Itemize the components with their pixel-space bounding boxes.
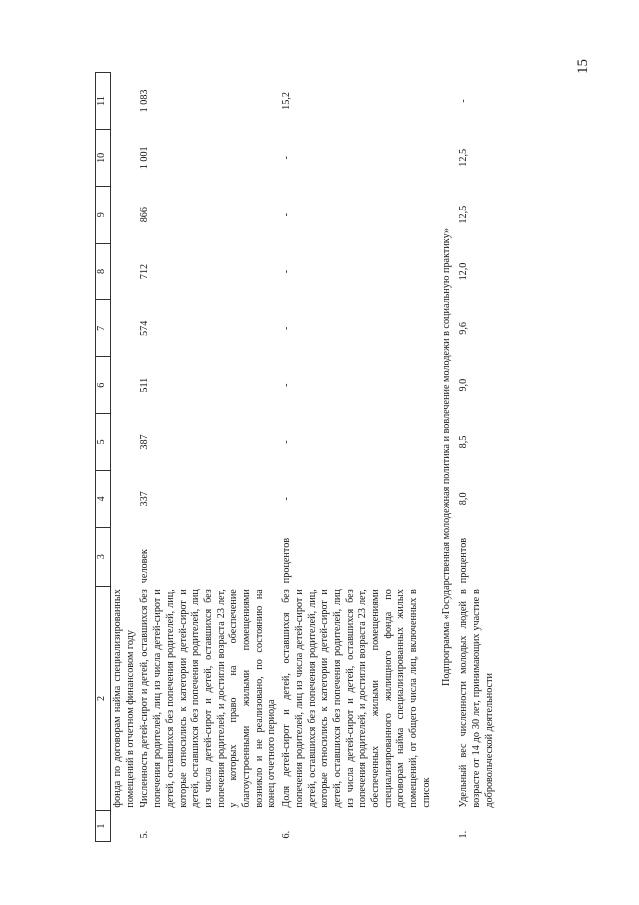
subprogram-title: Подпрограмма «Государственная молодежная политика и вовлечение молодежи в социальную практику» (440, 227, 452, 687)
row-value: 1 001 (139, 146, 151, 170)
row-value: 387 (139, 434, 151, 450)
page-number: 15 (575, 59, 591, 74)
row-unit: процентов (458, 537, 470, 584)
header-cell: 7 (96, 300, 111, 357)
row-value: - (281, 156, 293, 160)
table-header-row (96, 73, 111, 842)
table-row (457, 73, 497, 842)
row-value (111, 357, 139, 414)
row-value: - (281, 326, 293, 331)
row-value: - (458, 99, 470, 103)
row-value: 574 (139, 320, 151, 336)
header-cell: 5 (96, 414, 111, 471)
subprogram-row (435, 73, 458, 842)
row-description: Численность детей-сирот и детей, оставшихся без попечения родителей, лиц из числа детей-сирот и детей, оставшихся без попечения родителей, лиц, которые относились к категории детей-сирот и детей, оставшихся без попечения родителей, лиц из числа детей-сирот и детей, оставшихся без попечения родителей, и достигли возраста 23 лет, у которых право на обеспечение благоустроенными жилыми помещениями возникло и не реализовано, по состоянию на конец отчетного периода (139, 589, 278, 808)
header-cell: 10 (96, 129, 111, 186)
row-description: Удельный вес численности молодых людей в возрасте от 14 до 30 лет, принимающих участие в добровольческой деятельности (458, 589, 495, 808)
row-number: 1. (458, 830, 470, 839)
row-value: - (281, 269, 293, 274)
row-value (111, 129, 139, 186)
row-value (111, 300, 139, 357)
row-number (111, 811, 139, 842)
row-description: фонда по договорам найма специализированных помещений в отчетном финансовом году (112, 589, 136, 808)
row-value (111, 186, 139, 243)
row-unit: процентов (281, 537, 293, 584)
header-cell: 3 (96, 527, 111, 586)
header-cell: 4 (96, 470, 111, 527)
header-cell: 9 (96, 186, 111, 243)
header-cell: 8 (96, 243, 111, 300)
row-value: 511 (139, 377, 151, 393)
row-description: Доля детей-сирот и детей, оставшихся без попечения родителей, лиц из числа детей-сирот и детей, оставшихся без попечения родителей, лиц, которые относились к категории детей-сирот и детей, оставшихся без попечения родителей, лиц из числа детей-сирот и детей, оставшихся без попечения родителей, и достигли возраста 23 лет, обеспеченных жилыми помещениями специализированного жилищного фонда по договорам найма специализированных жилых помещений, от общего числа лиц, включенных в список (281, 589, 432, 808)
header-cell: 2 (96, 586, 111, 810)
table-row (138, 73, 280, 842)
table-row (280, 73, 434, 842)
row-unit: человек (139, 549, 151, 584)
row-value: - (281, 497, 293, 501)
row-value: 12,0 (458, 262, 470, 281)
row-value: - (281, 212, 293, 217)
row-value: 712 (139, 263, 151, 280)
header-cell: 1 (96, 811, 111, 842)
header-cell: 11 (96, 73, 111, 130)
table-row (111, 73, 139, 842)
row-value: 12,5 (458, 205, 470, 224)
rotated-table-container (95, 72, 639, 842)
row-value: 9,0 (458, 378, 470, 392)
row-value: 337 (139, 491, 151, 507)
row-value (111, 470, 139, 527)
row-value: 8,0 (458, 492, 470, 506)
row-value (111, 414, 139, 471)
row-unit (111, 527, 139, 586)
row-value: 8,5 (458, 435, 470, 449)
row-number: 6. (281, 830, 293, 839)
row-value: 15,2 (281, 92, 293, 110)
row-value: 1 083 (139, 89, 151, 113)
row-number: 5. (139, 830, 151, 839)
row-value: - (281, 440, 293, 444)
header-cell: 6 (96, 357, 111, 414)
row-value: 9,6 (458, 321, 470, 335)
indicators-table (95, 72, 497, 842)
row-value (111, 73, 139, 130)
row-value (111, 243, 139, 300)
row-value: 12,5 (458, 148, 470, 167)
row-value: - (281, 383, 293, 387)
row-value: 866 (139, 207, 151, 223)
